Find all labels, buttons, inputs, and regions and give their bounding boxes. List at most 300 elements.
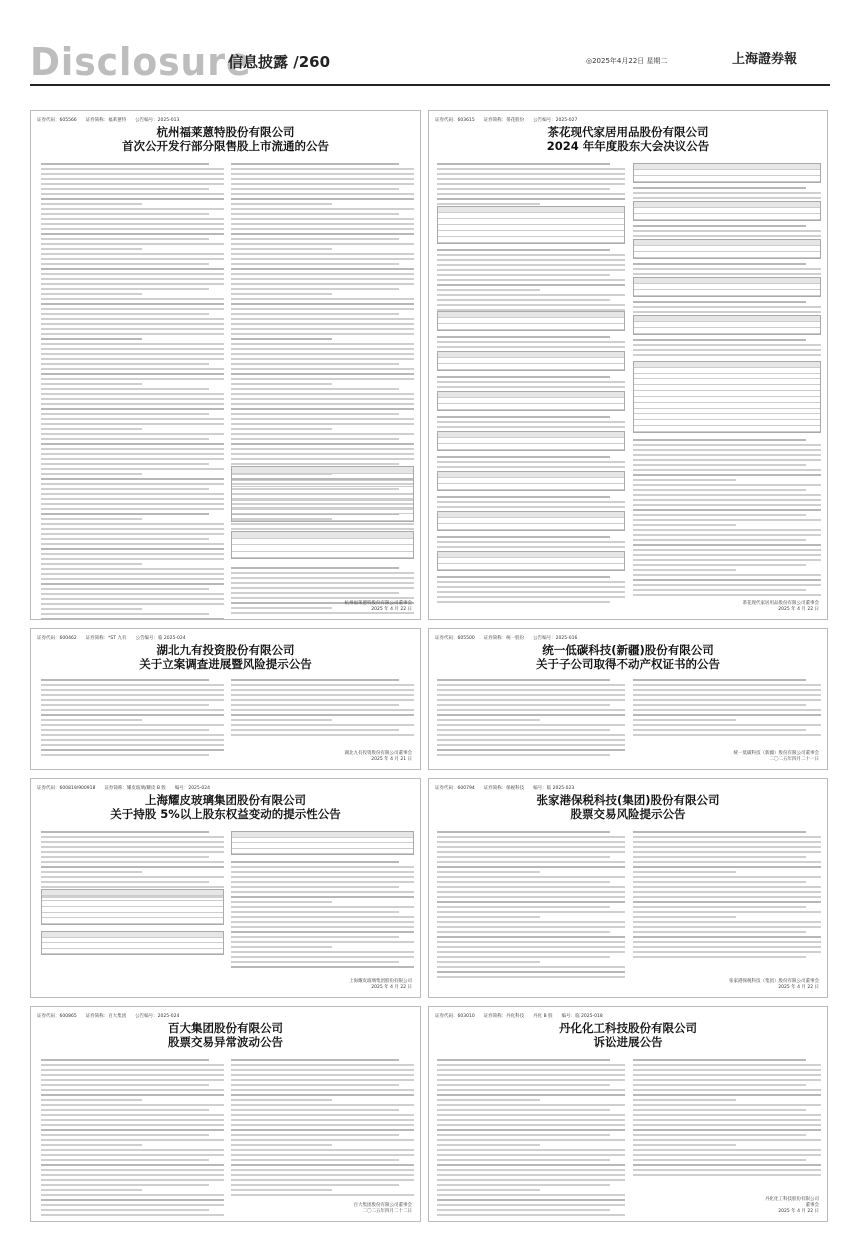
text-line bbox=[633, 524, 736, 526]
notice-title-line: 关于子公司取得不动产权证书的公告 bbox=[536, 657, 720, 671]
text-line bbox=[231, 1184, 399, 1186]
text-line bbox=[41, 273, 224, 275]
text-line bbox=[231, 582, 414, 584]
text-line bbox=[437, 1124, 625, 1126]
text-line bbox=[231, 876, 414, 878]
text-line bbox=[633, 499, 821, 501]
text-line bbox=[437, 1149, 625, 1151]
text-line bbox=[437, 956, 610, 958]
notice-signature: 杭州福莱蒽特股份有限公司董事会 2025 年 4 月 22 日 bbox=[344, 601, 412, 612]
text-line bbox=[437, 1164, 625, 1166]
text-line bbox=[437, 466, 625, 468]
text-line bbox=[231, 961, 399, 963]
notice-code: 证券代码：603615 证券简称：茶花股份 公告编号：2025-027 bbox=[435, 118, 578, 123]
data-table bbox=[633, 315, 821, 335]
text-line bbox=[231, 453, 414, 455]
text-line bbox=[231, 1189, 332, 1191]
text-line bbox=[231, 931, 414, 933]
text-line bbox=[41, 836, 224, 838]
notice-jiuyou bbox=[30, 628, 421, 770]
text-line bbox=[231, 323, 414, 325]
masthead bbox=[30, 42, 830, 88]
text-line bbox=[231, 303, 414, 305]
text-line bbox=[633, 306, 821, 308]
body-text bbox=[633, 1059, 821, 1179]
text-line bbox=[633, 225, 806, 227]
text-line bbox=[437, 426, 625, 428]
text-line bbox=[437, 831, 610, 833]
text-line bbox=[41, 846, 224, 848]
text-line bbox=[41, 198, 224, 200]
text-line bbox=[231, 1139, 414, 1141]
text-line bbox=[231, 1089, 414, 1091]
text-line bbox=[41, 493, 224, 495]
text-line bbox=[41, 841, 224, 843]
text-line bbox=[231, 248, 332, 250]
notice-title-line: 2024 年年度股东大会决议公告 bbox=[546, 139, 710, 153]
masthead-brand-word: Disclosure bbox=[30, 40, 252, 84]
text-line bbox=[633, 1169, 821, 1171]
text-line bbox=[41, 498, 224, 500]
text-line bbox=[41, 593, 224, 595]
text-line bbox=[231, 218, 414, 220]
body-text bbox=[41, 679, 224, 759]
text-line bbox=[231, 1069, 414, 1071]
text-line bbox=[437, 1209, 610, 1211]
text-line bbox=[41, 1144, 142, 1146]
table-row bbox=[42, 918, 223, 924]
data-table bbox=[437, 431, 625, 451]
text-line bbox=[437, 299, 610, 301]
text-line bbox=[231, 333, 414, 335]
text-line bbox=[633, 1069, 821, 1071]
data-table bbox=[633, 163, 821, 183]
text-line bbox=[437, 851, 625, 853]
text-line bbox=[231, 729, 399, 731]
text-line bbox=[633, 439, 806, 441]
text-line bbox=[41, 218, 224, 220]
body-text bbox=[437, 456, 625, 471]
body-text bbox=[437, 576, 625, 606]
text-line bbox=[231, 1079, 414, 1081]
text-line bbox=[231, 1144, 332, 1146]
data-table bbox=[633, 239, 821, 259]
notice-code: 证券代码：605566 证券简称：福莱蒽特 公告编号：2025-013 bbox=[37, 118, 180, 123]
text-line bbox=[41, 208, 224, 210]
text-line bbox=[231, 408, 414, 410]
text-line bbox=[41, 1199, 224, 1201]
text-line bbox=[231, 383, 332, 385]
notice-code: 证券代码：605500 证券简称：统一股份 公告编号：2025-016 bbox=[435, 636, 578, 641]
text-line bbox=[231, 373, 414, 375]
text-line bbox=[231, 714, 414, 716]
text-line bbox=[437, 699, 625, 701]
text-line bbox=[437, 381, 625, 383]
text-line bbox=[41, 583, 224, 585]
text-line bbox=[231, 1174, 414, 1176]
text-line bbox=[41, 603, 224, 605]
text-line bbox=[633, 871, 736, 873]
text-line bbox=[231, 523, 414, 525]
text-line bbox=[231, 448, 414, 450]
text-line bbox=[41, 1194, 224, 1196]
notice-title-line: 杭州福莱蒽特股份有限公司 bbox=[156, 125, 295, 139]
text-line bbox=[633, 881, 806, 883]
text-line bbox=[437, 461, 625, 463]
text-line bbox=[41, 398, 224, 400]
text-line bbox=[633, 836, 821, 838]
text-line bbox=[437, 961, 540, 963]
text-line bbox=[633, 901, 821, 903]
text-line bbox=[633, 268, 821, 270]
text-line bbox=[41, 223, 224, 225]
body-text bbox=[437, 336, 625, 351]
text-line bbox=[41, 1179, 224, 1181]
text-line bbox=[41, 861, 224, 863]
text-line bbox=[231, 592, 399, 594]
text-line bbox=[633, 1099, 736, 1101]
text-line bbox=[231, 228, 414, 230]
text-line bbox=[437, 1144, 540, 1146]
text-line bbox=[437, 891, 625, 893]
text-line bbox=[633, 689, 821, 691]
text-line bbox=[231, 283, 414, 285]
table-row bbox=[232, 514, 413, 521]
text-line bbox=[41, 568, 224, 570]
text-line bbox=[437, 581, 625, 583]
text-line bbox=[41, 1214, 224, 1216]
table-row bbox=[438, 324, 624, 330]
data-table bbox=[231, 831, 414, 855]
body-text bbox=[633, 187, 821, 202]
body-text bbox=[633, 831, 821, 961]
text-line bbox=[231, 258, 414, 260]
text-line bbox=[437, 1189, 540, 1191]
text-line bbox=[41, 308, 224, 310]
text-line bbox=[41, 368, 224, 370]
text-line bbox=[41, 193, 224, 195]
text-line bbox=[633, 729, 806, 731]
text-line bbox=[437, 541, 625, 543]
text-line bbox=[437, 886, 625, 888]
text-line bbox=[41, 488, 209, 490]
notice-title-line: 湖北九有投资股份有限公司 bbox=[156, 643, 295, 657]
text-line bbox=[41, 699, 224, 701]
text-line bbox=[231, 587, 414, 589]
table-row bbox=[634, 290, 820, 296]
text-line bbox=[437, 173, 625, 175]
text-line bbox=[437, 456, 610, 458]
text-line bbox=[633, 569, 736, 571]
text-line bbox=[437, 193, 625, 195]
text-line bbox=[437, 269, 625, 271]
text-line bbox=[231, 458, 414, 460]
text-line bbox=[41, 618, 224, 620]
text-line bbox=[633, 846, 821, 848]
text-line bbox=[437, 274, 610, 276]
notice-title-line: 统一低碳科技(新疆)股份有限公司 bbox=[542, 643, 714, 657]
text-line bbox=[41, 1064, 224, 1066]
text-line bbox=[633, 235, 821, 237]
text-line bbox=[231, 881, 414, 883]
text-line bbox=[437, 1099, 540, 1101]
text-line bbox=[41, 513, 209, 515]
text-line bbox=[437, 911, 625, 913]
text-line bbox=[41, 598, 224, 600]
text-line bbox=[41, 704, 209, 706]
text-line bbox=[437, 941, 625, 943]
text-line bbox=[633, 349, 821, 351]
text-line bbox=[41, 338, 142, 340]
notice-title-line: 股票交易异常波动公告 bbox=[168, 1035, 283, 1049]
text-line bbox=[231, 393, 414, 395]
text-line bbox=[633, 866, 821, 868]
notice-signature: 统一低碳科技（新疆）股份有限公司董事会 二〇二五年四月二十一日 bbox=[733, 751, 819, 762]
text-line bbox=[231, 1129, 414, 1131]
newspaper-name: 上海證券報 bbox=[732, 52, 798, 67]
data-table bbox=[633, 361, 821, 433]
text-line bbox=[41, 851, 224, 853]
text-line bbox=[633, 544, 821, 546]
text-line bbox=[41, 739, 224, 741]
text-line bbox=[437, 1089, 625, 1091]
text-line bbox=[633, 539, 806, 541]
text-line bbox=[437, 341, 625, 343]
text-line bbox=[41, 1174, 224, 1176]
text-line bbox=[41, 1094, 224, 1096]
text-line bbox=[633, 851, 821, 853]
notice-title-line: 股票交易风险提示公告 bbox=[570, 807, 686, 821]
text-line bbox=[437, 749, 625, 751]
notice-signature: 百大集团股份有限公司董事会 二〇二五年四月二十二日 bbox=[353, 1203, 412, 1214]
text-line bbox=[41, 831, 209, 833]
text-line bbox=[231, 966, 414, 968]
text-line bbox=[633, 301, 806, 303]
text-line bbox=[633, 464, 806, 466]
text-line bbox=[231, 208, 414, 210]
notice-yaopi bbox=[30, 778, 421, 998]
text-line bbox=[41, 1164, 224, 1166]
text-line bbox=[231, 263, 399, 265]
text-line bbox=[437, 1134, 610, 1136]
text-line bbox=[231, 861, 399, 863]
text-line bbox=[437, 346, 625, 348]
text-line bbox=[41, 203, 142, 205]
text-line bbox=[231, 886, 399, 888]
text-line bbox=[41, 558, 224, 560]
text-line bbox=[633, 684, 821, 686]
text-line bbox=[633, 1144, 736, 1146]
text-line bbox=[41, 278, 224, 280]
text-line bbox=[437, 1074, 625, 1076]
text-line bbox=[437, 1129, 625, 1131]
text-line bbox=[437, 376, 610, 378]
text-line bbox=[41, 263, 209, 265]
text-line bbox=[231, 358, 414, 360]
text-line bbox=[633, 454, 821, 456]
table-row bbox=[634, 176, 820, 182]
text-line bbox=[41, 408, 224, 410]
text-line bbox=[633, 1164, 821, 1166]
text-line bbox=[41, 163, 209, 165]
text-line bbox=[231, 318, 414, 320]
text-line bbox=[231, 528, 414, 530]
text-line bbox=[41, 173, 224, 175]
data-table bbox=[437, 391, 625, 411]
text-line bbox=[41, 1114, 224, 1116]
text-line bbox=[437, 744, 625, 746]
table-row bbox=[42, 949, 223, 955]
data-table bbox=[231, 466, 414, 522]
text-line bbox=[633, 704, 806, 706]
text-line bbox=[231, 724, 414, 726]
text-line bbox=[41, 343, 224, 345]
table-row bbox=[232, 849, 413, 855]
text-line bbox=[437, 586, 625, 588]
text-line bbox=[41, 388, 209, 390]
text-line bbox=[231, 936, 399, 938]
text-line bbox=[633, 831, 806, 833]
text-line bbox=[633, 509, 821, 511]
notice-title-line: 诉讼进展公告 bbox=[593, 1035, 663, 1049]
text-line bbox=[437, 881, 610, 883]
body-text bbox=[633, 263, 821, 278]
text-line bbox=[437, 896, 625, 898]
text-line bbox=[437, 1069, 625, 1071]
text-line bbox=[633, 263, 806, 265]
text-line bbox=[41, 443, 224, 445]
text-line bbox=[231, 183, 414, 185]
text-line bbox=[41, 243, 224, 245]
text-line bbox=[633, 514, 806, 516]
text-line bbox=[41, 258, 224, 260]
text-line bbox=[437, 724, 625, 726]
text-line bbox=[437, 1114, 625, 1116]
text-line bbox=[41, 1184, 209, 1186]
text-line bbox=[437, 163, 610, 165]
body-text bbox=[437, 831, 625, 981]
text-line bbox=[633, 529, 821, 531]
text-line bbox=[633, 489, 806, 491]
body-text bbox=[41, 1059, 224, 1219]
table-row bbox=[232, 501, 413, 508]
text-line bbox=[41, 1134, 209, 1136]
text-line bbox=[231, 433, 414, 435]
text-line bbox=[437, 1194, 625, 1196]
text-line bbox=[41, 573, 224, 575]
data-table bbox=[41, 889, 224, 925]
text-line bbox=[41, 268, 224, 270]
text-line bbox=[41, 233, 224, 235]
text-line bbox=[231, 368, 414, 370]
text-line bbox=[633, 1129, 821, 1131]
text-line bbox=[437, 729, 610, 731]
text-line bbox=[231, 567, 399, 569]
text-line bbox=[41, 608, 142, 610]
text-line bbox=[437, 1204, 625, 1206]
text-line bbox=[437, 1094, 625, 1096]
text-line bbox=[41, 358, 224, 360]
notice-title-line: 关于持股 5%以上股东权益变动的提示性公告 bbox=[110, 807, 341, 821]
text-line bbox=[633, 187, 806, 189]
text-line bbox=[41, 694, 224, 696]
text-line bbox=[41, 538, 209, 540]
text-line bbox=[437, 906, 610, 908]
notice-title-line: 首次公开发行部分限售股上市流通的公告 bbox=[122, 139, 329, 153]
text-line bbox=[437, 496, 610, 498]
text-line bbox=[231, 951, 414, 953]
notice-signature: 茶花现代家居用品股份有限公司董事会 2025 年 4 月 22 日 bbox=[742, 601, 819, 612]
text-line bbox=[633, 709, 821, 711]
text-line bbox=[437, 1174, 625, 1176]
text-line bbox=[437, 188, 610, 190]
text-line bbox=[437, 506, 625, 508]
text-line bbox=[437, 1169, 625, 1171]
text-line bbox=[437, 591, 625, 593]
text-line bbox=[231, 168, 414, 170]
table-row bbox=[438, 237, 624, 243]
text-line bbox=[231, 1119, 414, 1121]
data-table bbox=[437, 551, 625, 571]
text-line bbox=[231, 288, 399, 290]
text-line bbox=[437, 754, 610, 756]
text-line bbox=[437, 1154, 625, 1156]
text-line bbox=[231, 173, 414, 175]
text-line bbox=[633, 1159, 806, 1161]
text-line bbox=[231, 871, 414, 873]
text-line bbox=[633, 479, 736, 481]
text-line bbox=[231, 956, 414, 958]
text-line bbox=[231, 253, 414, 255]
text-line bbox=[437, 168, 625, 170]
text-line bbox=[231, 901, 332, 903]
text-line bbox=[633, 1149, 821, 1151]
text-line bbox=[633, 951, 821, 953]
text-line bbox=[231, 223, 414, 225]
text-line bbox=[633, 931, 806, 933]
text-line bbox=[41, 871, 142, 873]
section-title: 信息披露 /260 bbox=[228, 53, 331, 71]
text-line bbox=[437, 178, 625, 180]
text-line bbox=[437, 279, 625, 281]
text-line bbox=[231, 328, 414, 330]
text-line bbox=[231, 233, 414, 235]
table-row bbox=[438, 484, 624, 490]
text-line bbox=[633, 1134, 806, 1136]
body-text bbox=[437, 249, 625, 319]
text-line bbox=[633, 896, 821, 898]
text-line bbox=[231, 293, 332, 295]
text-line bbox=[633, 559, 821, 561]
text-line bbox=[41, 503, 224, 505]
text-line bbox=[231, 203, 332, 205]
text-line bbox=[437, 861, 625, 863]
text-line bbox=[41, 178, 224, 180]
text-line bbox=[41, 288, 209, 290]
text-line bbox=[437, 719, 540, 721]
text-line bbox=[437, 596, 625, 598]
text-line bbox=[633, 459, 821, 461]
text-line bbox=[437, 836, 625, 838]
text-line bbox=[437, 694, 625, 696]
text-line bbox=[633, 192, 821, 194]
text-line bbox=[231, 1099, 332, 1101]
text-line bbox=[41, 856, 209, 858]
text-line bbox=[437, 916, 540, 918]
text-line bbox=[41, 1079, 224, 1081]
text-line bbox=[231, 1059, 399, 1061]
text-line bbox=[437, 684, 625, 686]
